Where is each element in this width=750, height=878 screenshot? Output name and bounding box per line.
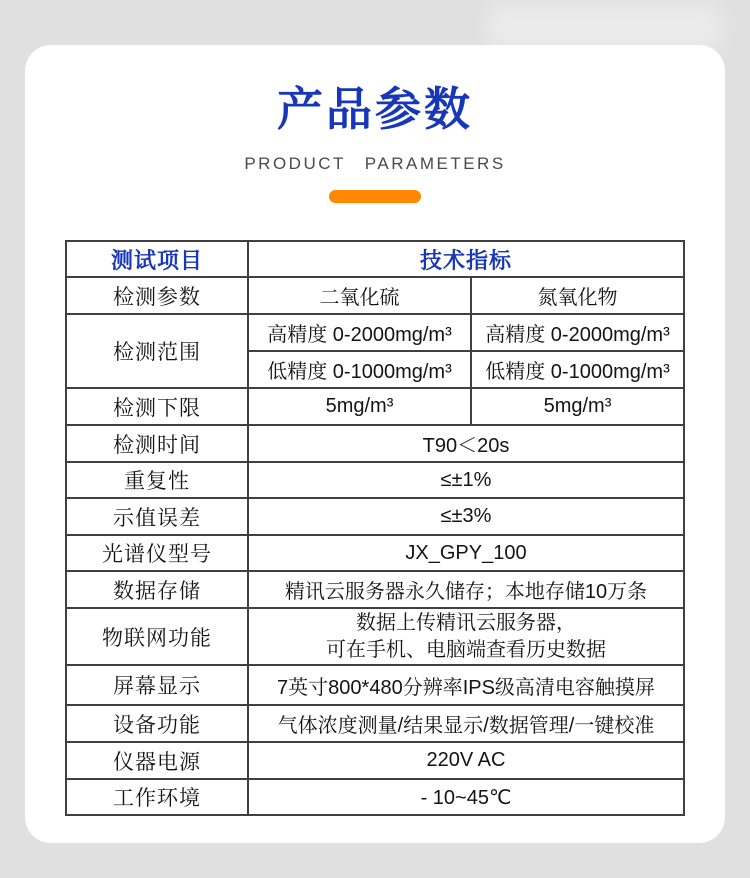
row-label-detection-range: 检测范围 bbox=[66, 314, 248, 388]
spectrometer-model-value: JX_GPY_100 bbox=[248, 535, 684, 571]
row-label-detection-limit: 检测下限 bbox=[66, 388, 248, 425]
range-nox-low-cell: 低精度 0-1000mg/m³ bbox=[471, 351, 684, 388]
product-parameters-card bbox=[25, 45, 725, 843]
row-iot-function bbox=[66, 608, 684, 665]
data-storage-value: 精讯云服务器永久储存；本地存储10万条 bbox=[248, 571, 684, 608]
row-label-spectrometer-model: 光谱仪型号 bbox=[66, 535, 248, 571]
page-title: 产品参数 bbox=[277, 83, 473, 135]
faint-watermark bbox=[487, 6, 722, 48]
row-label-data-storage: 数据存储 bbox=[66, 571, 248, 608]
row-label-working-environment: 工作环境 bbox=[66, 779, 248, 815]
working-environment-value: - 10~45℃ bbox=[248, 779, 684, 815]
row-device-function bbox=[66, 705, 684, 742]
header-test-item: 测试项目 bbox=[66, 241, 248, 277]
limit-nox-cell: 5mg/m³ bbox=[471, 388, 684, 425]
limit-so2-cell: 5mg/m³ bbox=[248, 388, 471, 425]
range-so2-low-cell: 低精度 0-1000mg/m³ bbox=[248, 351, 471, 388]
row-working-environment bbox=[66, 779, 684, 815]
row-label-detection-time: 检测时间 bbox=[66, 425, 248, 462]
range-so2-high-cell: 高精度 0-2000mg/m³ bbox=[248, 314, 471, 351]
table-header-row bbox=[66, 241, 684, 277]
row-detection-parameter bbox=[66, 277, 684, 314]
param-nox-cell: 氮氧化物 bbox=[471, 277, 684, 314]
iot-function-value bbox=[248, 608, 684, 665]
row-instrument-power bbox=[66, 742, 684, 779]
iot-function-line2: 可在手机、电脑端查看历史数据 bbox=[325, 638, 606, 661]
row-detection-limit bbox=[66, 388, 684, 425]
repeatability-value: ≤±1% bbox=[248, 462, 684, 498]
instrument-power-value: 220V AC bbox=[248, 742, 684, 779]
device-function-value: 气体浓度测量/结果显示/数据管理/一键校准 bbox=[248, 705, 684, 742]
row-label-indication-error: 示值误差 bbox=[66, 498, 248, 535]
row-screen-display bbox=[66, 665, 684, 705]
page-subtitle: PRODUCT PARAMETERS bbox=[244, 154, 506, 173]
orange-accent-bar bbox=[329, 190, 421, 203]
row-detection-time bbox=[66, 425, 684, 462]
row-spectrometer-model bbox=[66, 535, 684, 571]
row-label-device-function: 设备功能 bbox=[66, 705, 248, 742]
spec-table bbox=[65, 240, 685, 816]
row-label-repeatability: 重复性 bbox=[66, 462, 248, 498]
screen-display-value: 7英寸800*480分辨率IPS级高清电容触摸屏 bbox=[248, 665, 684, 705]
detection-time-value: T90＜20s bbox=[248, 425, 684, 462]
row-label-iot-function: 物联网功能 bbox=[66, 608, 248, 665]
header-tech-spec: 技术指标 bbox=[248, 241, 684, 277]
indication-error-value: ≤±3% bbox=[248, 498, 684, 535]
row-data-storage bbox=[66, 571, 684, 608]
row-label-screen-display: 屏幕显示 bbox=[66, 665, 248, 705]
row-indication-error bbox=[66, 498, 684, 535]
range-nox-high-cell: 高精度 0-2000mg/m³ bbox=[471, 314, 684, 351]
row-repeatability bbox=[66, 462, 684, 498]
row-detection-range-high bbox=[66, 314, 684, 351]
row-label-detection-parameter: 检测参数 bbox=[66, 277, 248, 314]
param-so2-cell: 二氧化硫 bbox=[248, 277, 471, 314]
row-label-instrument-power: 仪器电源 bbox=[66, 742, 248, 779]
iot-function-line1: 数据上传精讯云服务器， bbox=[355, 612, 576, 635]
